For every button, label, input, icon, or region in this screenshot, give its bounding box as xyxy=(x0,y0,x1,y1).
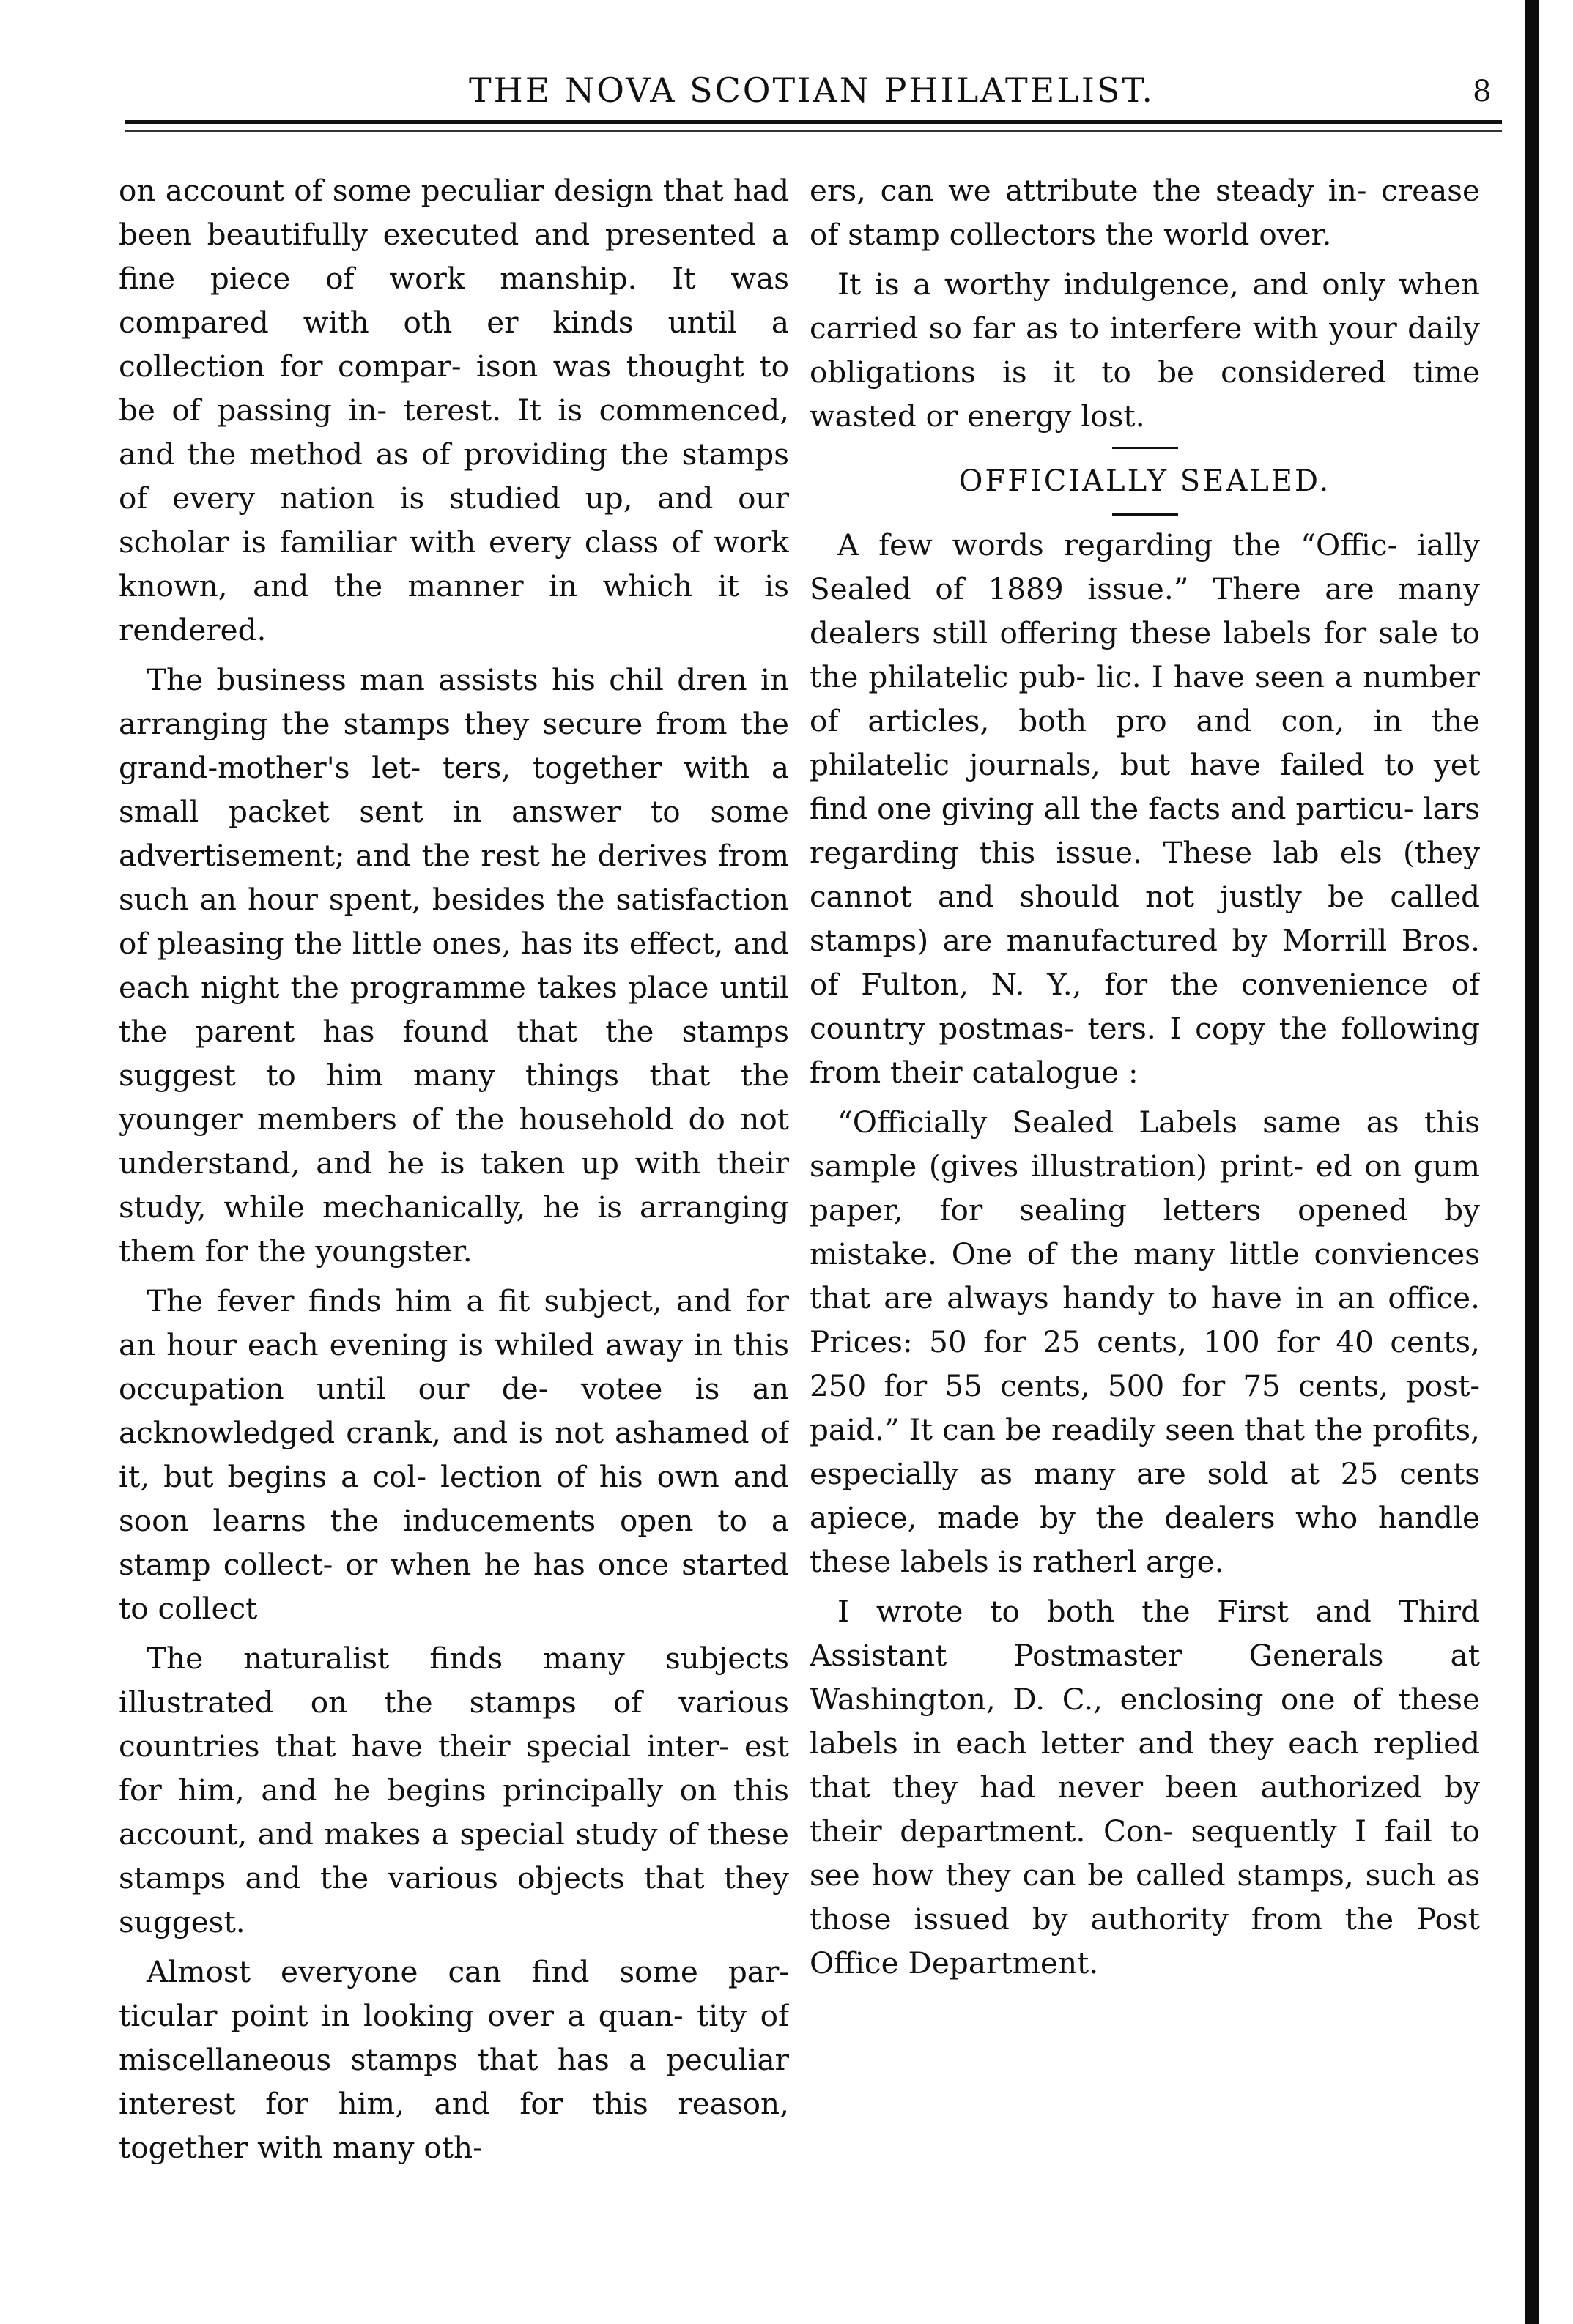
section-heading-block xyxy=(810,447,1480,516)
page-header xyxy=(125,70,1502,122)
paragraph-wrote-postmaster: I wrote to both the First and Third Assistant Postmaster Generals at Washington, D. C., enclosing one of these labels in each letter and they each replied that they had never been authorized by their department. Con- sequently I fail to see how they can be called stamps, such as those issued by authority from the Post Office Department. xyxy=(810,1594,1480,1980)
paragraph-worthy-indulgence: It is a worthy indulgence, and only when carried so far as to interfere with your daily obligations is it to be considered time wasted or energy lost. xyxy=(810,267,1480,434)
paragraph-business-man: The business man assists his chil dren in arranging the stamps they secure from the grand-mother's let- ters, together with a small packet sent in answer to some advertisement; and the rest he derives from such an hour spent, besides the satisfaction of pleasing the little ones, has its effect, and each night the programme takes place until the parent has found that the stamps suggest to him many things that the younger members of the household do not understand, and he is taken up with their study, while mechanically, he is arranging them for the youngster. xyxy=(119,662,789,1269)
paragraph-naturalist: The naturalist finds many subjects illustrated on the stamps of various countries that have their special inter- est for him, and he begins principally on this account, and makes a special study of these stamps and the various objects that they suggest. xyxy=(119,1641,789,1939)
paragraph-few-words: A few words regarding the “Offic- ially Sealed of 1889 issue.” There are many dealers still offering these labels for sale to the philatelic pub- lic. I have seen a number of articles, both pro and con, in the philatelic journals, but have failed to yet find one giving all the facts and particu- lars regarding this issue. These lab els (they cannot and should not justly be called stamps) are manufactured by Morrill Bros. of Fulton, N. Y., for the convenience of country postmas- ters. I copy the following from their catalogue : xyxy=(810,527,1480,1090)
paragraph-continued-right: ers, can we attribute the steady in- crease of stamp collectors the world over. xyxy=(810,173,1480,252)
paragraph-continued: on account of some peculiar design that had been beautifully executed and presented a fine piece of work manship. It was compared with oth er kinds until a collection for compar- ison was thought to be of passing in- terest. It is commenced, and the method as of providing the stamps of every nation is studied up, and our scholar is familiar with every class of work known, and the manner in which it is rendered. xyxy=(119,173,789,647)
section-heading: OFFICIALLY SEALED. xyxy=(958,464,1331,498)
paragraph-fever: The fever finds him a fit subject, and for an hour each evening is whiled away in this occupation until our de- votee is an acknowledged crank, and is not ashamed of it, but begins a col- lection of his own and soon learns the inducements open to a stamp collect- or when he has once started to collect xyxy=(119,1283,789,1626)
header-rule-thick xyxy=(125,120,1502,124)
left-column xyxy=(119,168,789,2293)
heading-rule-top xyxy=(1112,447,1178,449)
page-edge-bar xyxy=(1525,0,1539,2324)
publication-title: THE NOVA SCOTIAN PHILATELIST. xyxy=(469,70,1155,110)
right-column xyxy=(810,168,1480,2293)
header-rule-thin xyxy=(125,130,1502,132)
heading-rule-bottom xyxy=(1112,513,1178,516)
page-number: 8 xyxy=(1473,75,1492,108)
paragraph-catalogue-quote: “Officially Sealed Labels same as this sample (gives illustration) print- ed on gum paper, for sealing letters opened by mistake. One of the many little conviences that are always handy to have in an office. Prices: 50 for 25 cents, 100 for 40 cents, 250 for 55 cents, 500 for 75 cents, post- paid.” It can be readily seen that the profits, especially as many are sold at 25 cents apiece, made by the dealers who handle these labels is ratherl arge. xyxy=(810,1105,1480,1579)
paragraph-almost-everyone: Almost everyone can find some par- ticular point in looking over a quan- tity of miscellaneous stamps that has a peculiar interest for him, and for this reason, together with many oth- xyxy=(119,1954,789,2165)
